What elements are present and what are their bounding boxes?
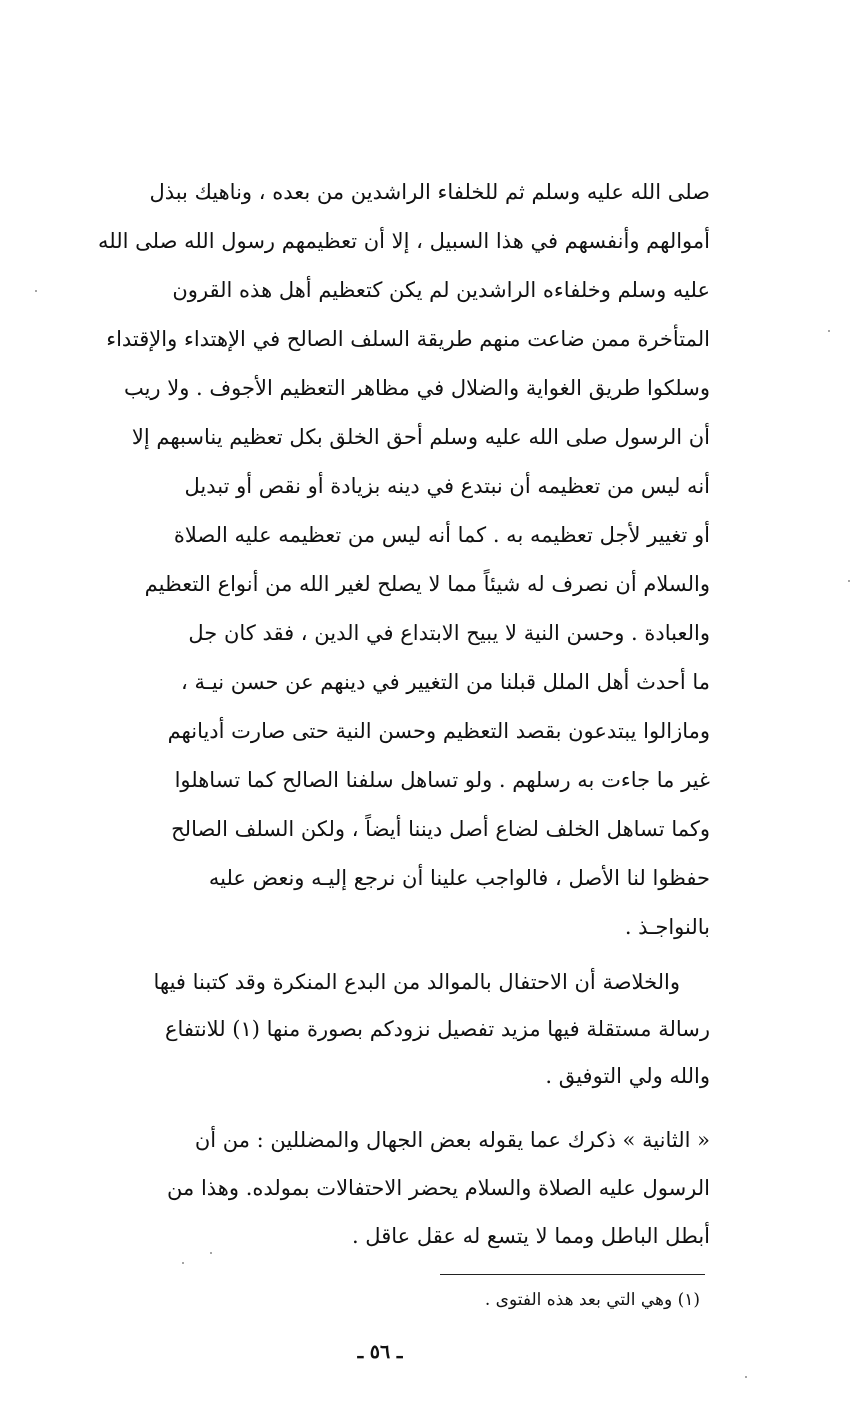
text-line: والله ولي التوفيق .: [545, 1064, 710, 1088]
text-line: الرسول عليه الصلاة والسلام يحضر الاحتفالات بمولده. وهذا من: [167, 1176, 710, 1200]
text-line: بالنواجـذ .: [624, 915, 710, 939]
text-line: وكما تساهل الخلف لضاع أصل ديننا أيضاً ، ولكن السلف الصالح: [171, 817, 710, 841]
text-line: « الثانية » ذكرك عما يقوله بعض الجهال والمضللين : من أن: [194, 1128, 710, 1152]
footnote-divider: [440, 1274, 705, 1275]
text-line: والسلام أن نصرف له شيئاً مما لا يصلح لغير الله من أنواع التعظيم: [144, 572, 710, 596]
text-line: أموالهم وأنفسهم في هذا السبيل ، إلا أن تعظيمهم رسول الله صلى الله: [98, 229, 710, 253]
footnote: (١) وهي التي بعد هذه الفتوى .: [484, 1290, 700, 1310]
text-line: أنه ليس من تعظيمه أن نبتدع في دينه بزيادة أو نقص أو تبديل: [184, 474, 710, 498]
text-line: أو تغيير لأجل تعظيمه به . كما أنه ليس من تعظيمه عليه الصلاة: [173, 523, 710, 547]
text-line: رسالة مستقلة فيها مزيد تفصيل نزودكم بصورة منها (١) للانتفاع: [164, 1017, 710, 1041]
text-line: وسلكوا طريق الغواية والضلال في مظاهر التعظيم الأجوف . ولا ريب: [123, 376, 710, 400]
text-line: والخلاصة أن الاحتفال بالموالد من البدع المنكرة وقد كتبنا فيها: [153, 970, 680, 994]
scan-speck: [210, 1252, 212, 1254]
scan-speck: [828, 330, 830, 332]
text-line: المتأخرة ممن ضاعت منهم طريقة السلف الصالح في الإهتداء والإقتداء: [106, 327, 710, 351]
scan-speck: [745, 1376, 747, 1378]
text-line: صلى الله عليه وسلم ثم للخلفاء الراشدين من بعده ، وناهيك ببذل: [149, 180, 710, 204]
text-line: أن الرسول صلى الله عليه وسلم أحق الخلق بكل تعظيم يناسبهم إلا: [131, 425, 710, 449]
text-line: عليه وسلم وخلفاءه الراشدين لم يكن كتعظيم أهل هذه القرون: [172, 278, 710, 302]
scan-speck: [182, 1262, 184, 1264]
scan-speck: [35, 290, 37, 292]
main-paragraph: [70, 172, 710, 962]
page-number: ـ ٥٦ ـ: [357, 1341, 403, 1363]
text-line: ما أحدث أهل الملل قبلنا من التغيير في دينهم عن حسن نيـة ،: [181, 670, 710, 694]
conclusion-paragraph: [70, 962, 710, 1088]
text-line: ومازالوا يبتدعون بقصد التعظيم وحسن النية حتى صارت أديانهم: [167, 719, 710, 743]
text-line: غير ما جاءت به رسلهم . ولو تساهل سلفنا الصالح كما تساهلوا: [174, 768, 710, 792]
text-line: والعبادة . وحسن النية لا يبيح الابتداع في الدين ، فقد كان جل: [188, 621, 710, 645]
second-point-paragraph: [70, 1120, 710, 1260]
scan-speck: [848, 580, 850, 582]
text-line: حفظوا لنا الأصل ، فالواجب علينا أن نرجع إليـه ونعض عليه: [208, 866, 710, 890]
text-line: أبطل الباطل ومما لا يتسع له عقل عاقل .: [351, 1224, 710, 1248]
